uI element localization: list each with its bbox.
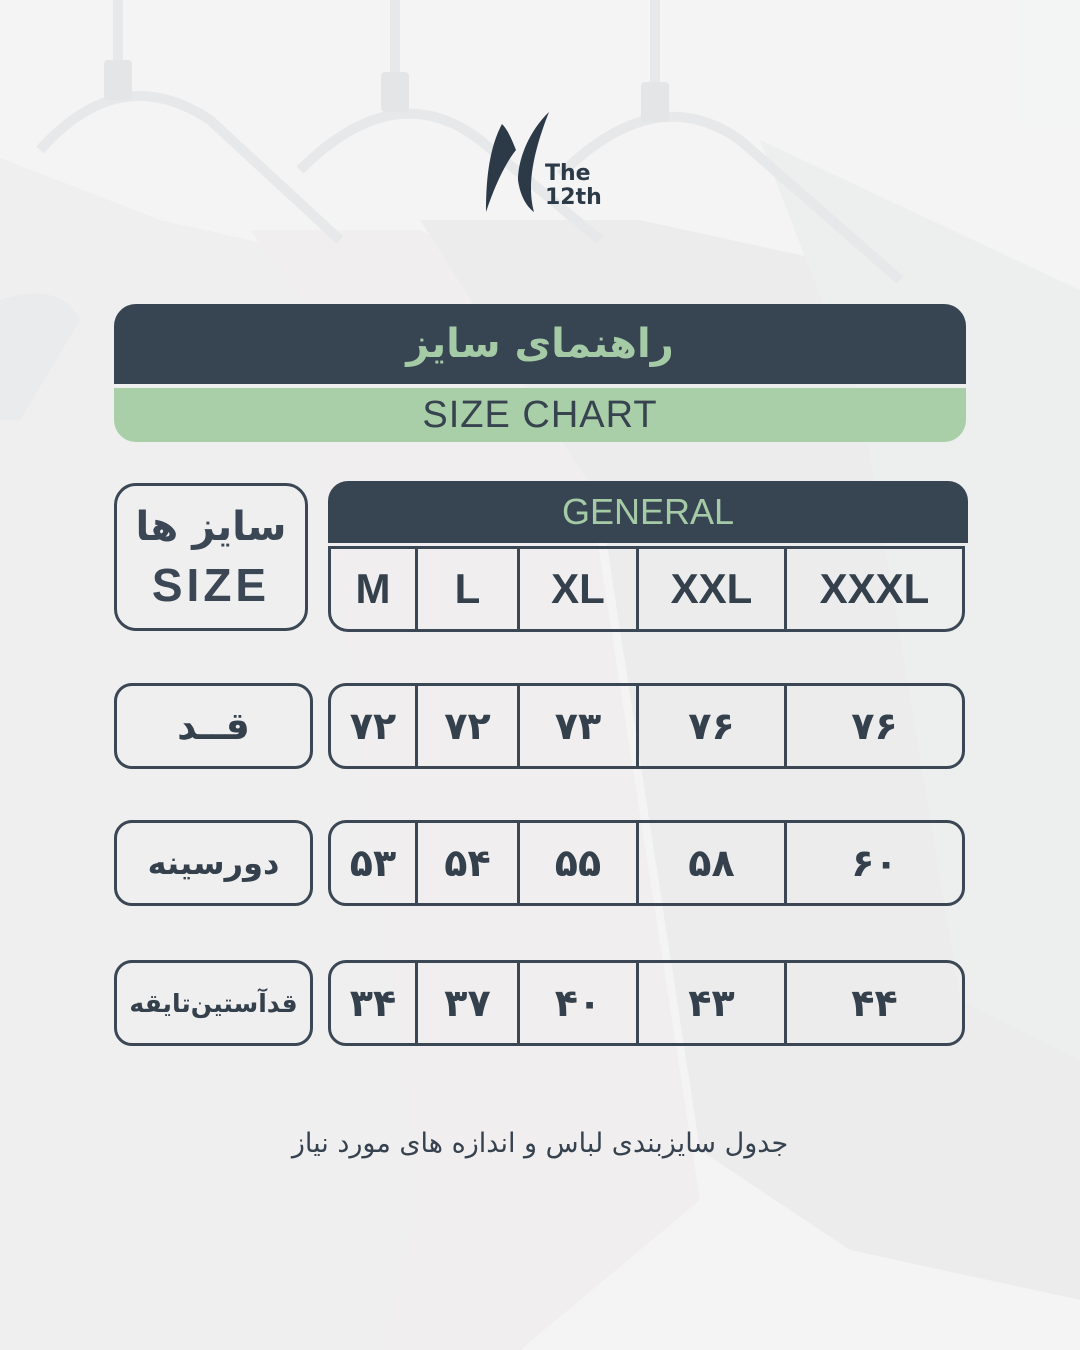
- page-title-fa: راهنمای سایز: [114, 304, 966, 384]
- size-cell: M: [331, 549, 418, 629]
- size-cell: L: [418, 549, 520, 629]
- value-cell: ۴۴: [851, 981, 898, 1025]
- size-label-en: SIZE: [151, 559, 271, 611]
- value-cell: ۴۰: [520, 963, 639, 1043]
- value-cell: ۷۶: [639, 686, 787, 766]
- brand-line-2: 12th: [545, 185, 602, 210]
- value-cell: ۴۳: [639, 963, 787, 1043]
- value-cell: ۵۳: [331, 823, 418, 903]
- value-cell: ۳۷: [418, 963, 520, 1043]
- row-label-sleeve: قدآستین‌تا‌یقه: [114, 960, 313, 1046]
- value-cell: ۷۶: [851, 704, 898, 748]
- chest-row: [328, 820, 965, 906]
- value-cell: ۳۴: [331, 963, 418, 1043]
- value-cell: ۵۸: [639, 823, 787, 903]
- brand-name: [545, 162, 602, 210]
- size-label-fa: سایز ها: [135, 504, 287, 550]
- value-cell: ۵۵: [520, 823, 639, 903]
- sleeve-row: [328, 960, 965, 1046]
- size-cell: XL: [520, 549, 639, 629]
- size-cell: XXXL: [819, 565, 930, 612]
- value-cell: ۵۴: [418, 823, 520, 903]
- size-cell: XXL: [639, 549, 787, 629]
- height-row: [328, 683, 965, 769]
- sizes-row: [328, 546, 965, 632]
- page-title-en: SIZE CHART: [114, 388, 966, 442]
- row-label-chest: دورسینه: [114, 820, 313, 906]
- group-header: GENERAL: [328, 481, 968, 543]
- value-cell: ۷۳: [520, 686, 639, 766]
- value-cell: ۷۲: [331, 686, 418, 766]
- footer-caption: جدول سایزبندی لباس و اندازه های مورد نیاز: [291, 1128, 789, 1159]
- row-label-height: قــد: [114, 683, 313, 769]
- value-cell: ۶۰: [851, 841, 898, 885]
- brand-line-1: The: [545, 161, 591, 186]
- size-label-box: [114, 483, 308, 631]
- value-cell: ۷۲: [418, 686, 520, 766]
